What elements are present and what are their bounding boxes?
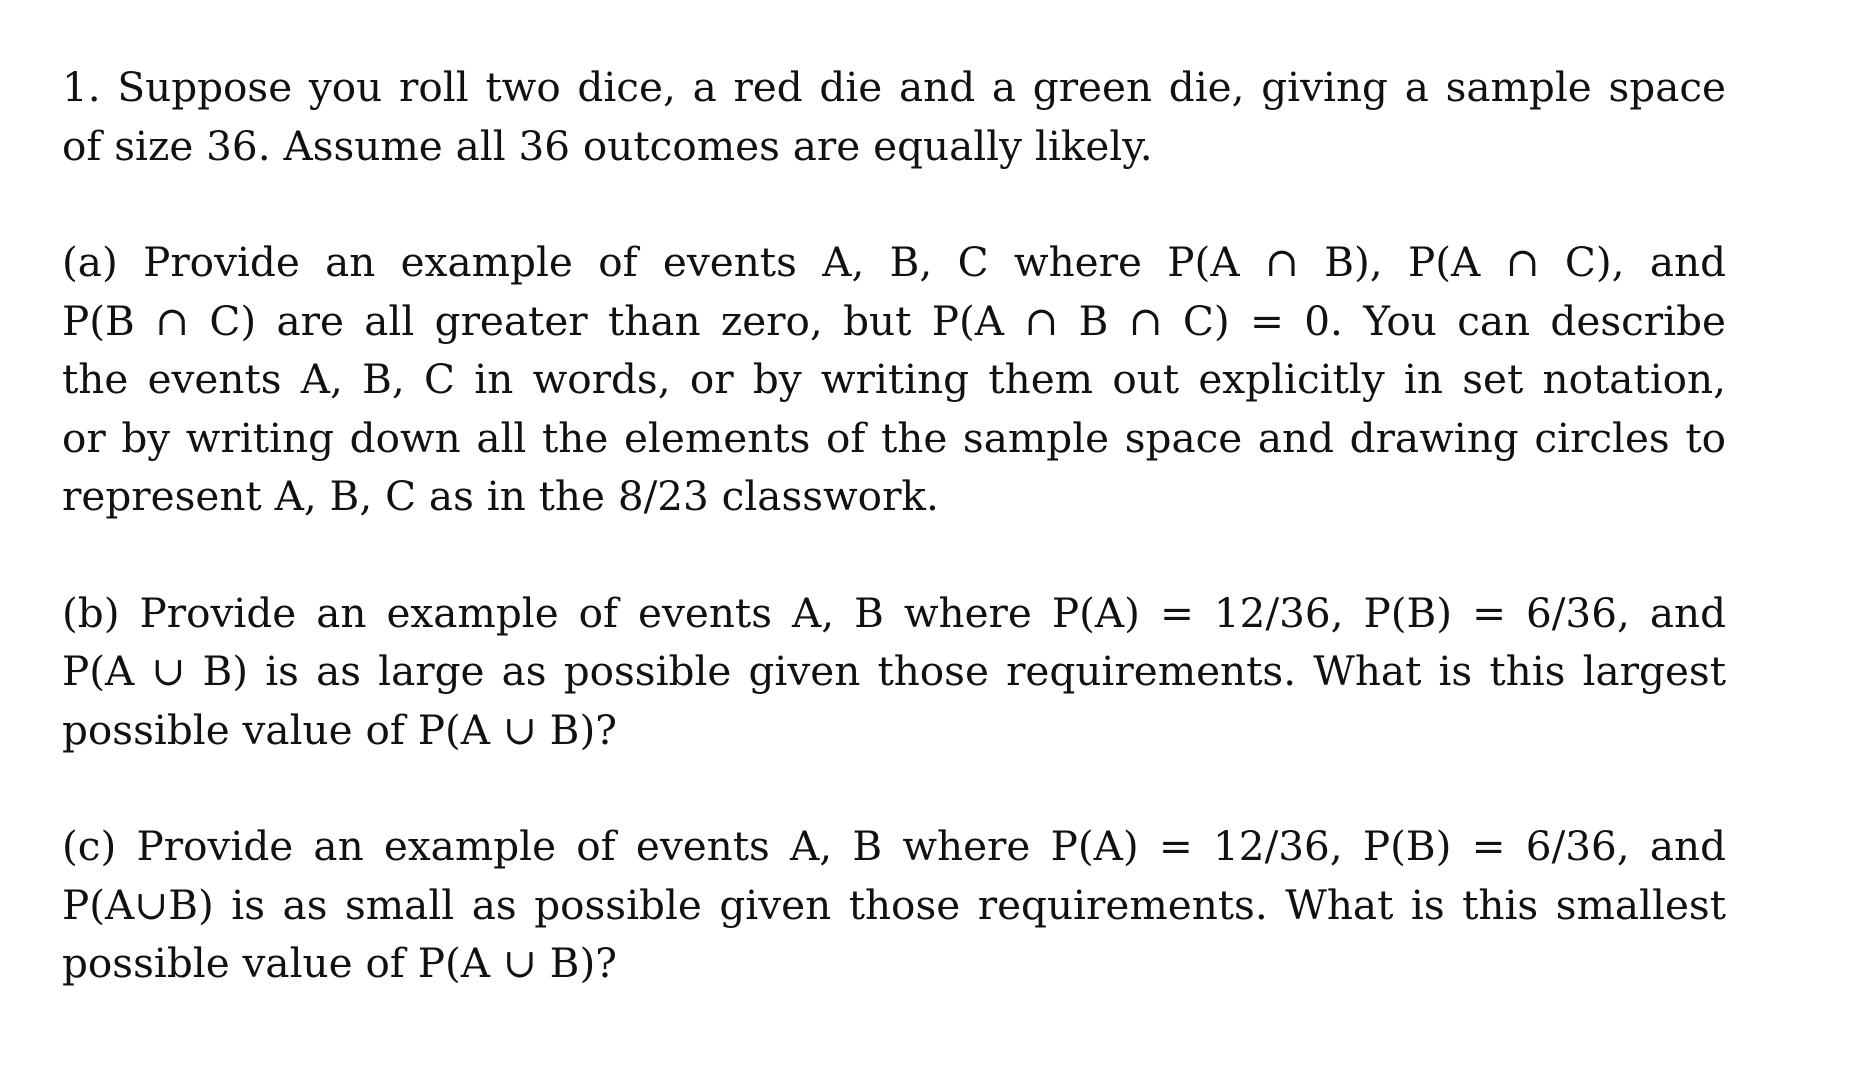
paragraph-gap — [62, 526, 1726, 584]
paragraph-gap — [62, 175, 1726, 233]
problem-text — [62, 58, 1726, 993]
text-line: or by writing down all the elements of the sample space and drawing circles to — [62, 413, 1726, 462]
text-line: the events A, B, C in words, or by writing them out explicitly in set notation, — [62, 355, 1726, 403]
text-line: (b) Provide an example of events A, B where P(A) = 12/36, P(B) = 6/36, and — [62, 588, 1726, 637]
text-line: (a) Provide an example of events A, B, C where P(A ∩ B), P(A ∩ C), and — [62, 238, 1726, 286]
part-b — [62, 584, 1726, 760]
part-c — [62, 817, 1726, 993]
text-line: 1. Suppose you roll two dice, a red die and a green die, giving a sample space — [62, 63, 1726, 111]
part-a — [62, 233, 1726, 526]
text-line: (c) Provide an example of events A, B where P(A) = 12/36, P(B) = 6/36, and — [62, 822, 1726, 870]
text-line: possible value of P(A ∪ B)? — [62, 939, 617, 987]
text-line: P(A∪B) is as small as possible given those requirements. What is this smallest — [62, 880, 1726, 929]
problem-intro — [62, 58, 1726, 175]
text-line: P(A ∪ B) is as large as possible given those requirements. What is this largest — [62, 647, 1726, 695]
text-line: possible value of P(A ∪ B)? — [62, 705, 617, 754]
text-line: represent A, B, C as in the 8/23 classwork. — [62, 472, 939, 520]
text-line: P(B ∩ C) are all greater than zero, but P(A ∩ B ∩ C) = 0. You can describe — [62, 296, 1726, 345]
paragraph-gap — [62, 759, 1726, 817]
text-line: of size 36. Assume all 36 outcomes are equally likely. — [62, 121, 1153, 170]
